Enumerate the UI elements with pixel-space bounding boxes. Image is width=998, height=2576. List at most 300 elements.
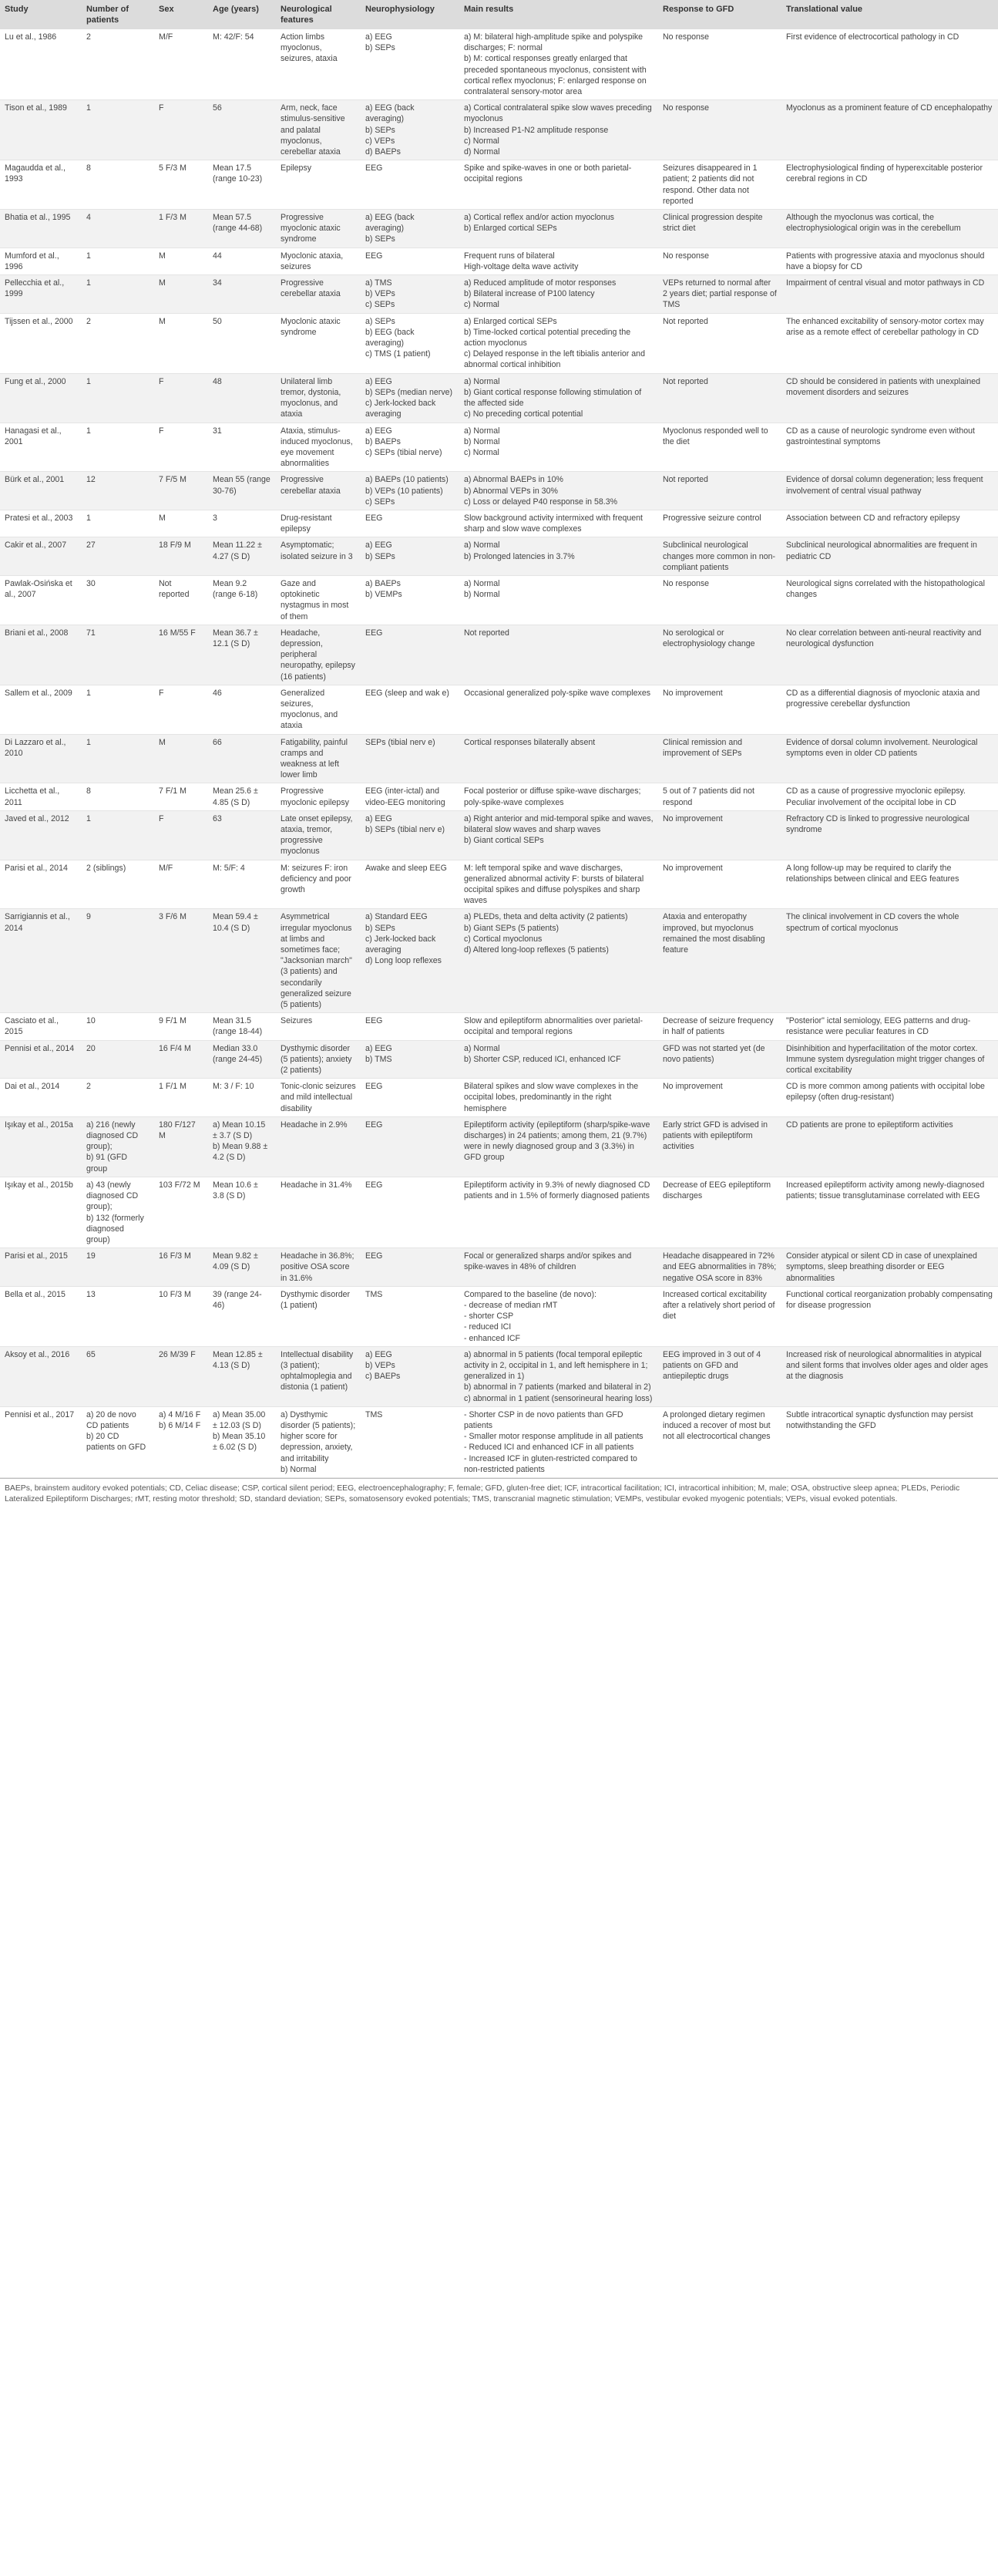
cell-gfd-line: No response	[663, 251, 710, 261]
cell-results-line: b) Bilateral increase of P100 latency	[464, 289, 595, 299]
cell-neurophysiology-line: EEG	[365, 628, 383, 638]
cell-features	[276, 575, 361, 625]
cell-results-line: - Shorter CSP in de novo patients than GFD patients	[464, 1409, 623, 1430]
cell-results-line: a) Normal	[464, 1043, 500, 1053]
cell-neurophysiology-line: SEPs (tibial nerv e)	[365, 737, 435, 747]
cell-results	[459, 537, 658, 576]
cell-results-line: - Smaller motor response amplitude in all patients	[464, 1432, 643, 1442]
cell-neurophysiology	[361, 575, 459, 625]
cell-translational-line: Subclinical neurological abnormalities are frequent in pediatric CD	[786, 540, 977, 561]
cell-number-line: 9	[86, 912, 91, 922]
cell-neurophysiology	[361, 210, 459, 248]
cell-neurophysiology	[361, 1040, 459, 1079]
cell-neurophysiology-line: b) SEPs	[365, 43, 395, 53]
cell-neurophysiology-line: c) TMS (1 patient)	[365, 349, 431, 359]
cell-gfd	[658, 1116, 781, 1177]
cell-neurophysiology-line: a) TMS	[365, 278, 392, 288]
cell-neurophysiology-line: b) VEPs	[365, 289, 395, 299]
cell-features-line: b) Normal	[281, 1464, 317, 1474]
cell-features-line: Progressive myoclonic epilepsy	[281, 786, 349, 807]
cell-number	[82, 685, 154, 734]
cell-neurophysiology-line: b) EEG (back averaging)	[365, 327, 415, 349]
cell-features-line: Dysthymic disorder (1 patient)	[281, 1289, 351, 1310]
cell-gfd-line: Seizures disappeared in 1 patient; 2 patients did not respond. Other data not reported	[663, 163, 758, 206]
cell-number-line: 2	[86, 1082, 91, 1092]
cell-results-line: a) Right anterior and mid-temporal spike and waves, bilateral slow waves and sharp waves	[464, 813, 654, 834]
cell-number	[82, 1116, 154, 1177]
cell-results-line: Focal posterior or diffuse spike-wave discharges; poly-spike-wave complexes	[464, 786, 641, 807]
cell-results-line: c) Delayed response in the left tibialis anterior and abnormal cortical inhibition	[464, 349, 645, 370]
cell-features-line: M: seizures F: iron deficiency and poor growth	[281, 863, 351, 895]
cell-age	[208, 1248, 276, 1287]
cell-results-line: a) Normal	[464, 426, 500, 436]
cell-results	[459, 100, 658, 160]
cell-sex	[154, 275, 208, 314]
cell-neurophysiology-line: b) SEPs (tibial nerv e)	[365, 825, 445, 834]
table-row	[0, 1406, 998, 1477]
cell-results	[459, 1013, 658, 1040]
cell-neurophysiology	[361, 1116, 459, 1177]
table-row	[0, 685, 998, 734]
cell-gfd	[658, 100, 781, 160]
cell-neurophysiology	[361, 685, 459, 734]
cell-results-line: - shorter CSP	[464, 1312, 514, 1322]
cell-gfd	[658, 1079, 781, 1117]
cell-age	[208, 537, 276, 576]
cell-neurophysiology-line: a) EEG	[365, 426, 392, 436]
cell-age	[208, 909, 276, 1013]
cell-neurophysiology-line: a) Standard EEG	[365, 912, 428, 922]
cell-results	[459, 373, 658, 423]
cell-neurophysiology	[361, 909, 459, 1013]
cell-features	[276, 1248, 361, 1287]
cell-sex-line: 26 M/39 F	[159, 1349, 196, 1359]
cell-neurophysiology-line: a) EEG	[365, 540, 392, 551]
cell-neurophysiology-line: EEG	[365, 1082, 383, 1092]
cell-neurophysiology	[361, 160, 459, 210]
cell-number	[82, 1346, 154, 1406]
cell-neurophysiology	[361, 29, 459, 100]
cell-results-line: Epileptiform activity (epileptiform (sharp/spike-wave discharges) in 24 patients; among them, 21 (9.7%) were in newly diagnosed group and 3 (3.3%) in GFD group	[464, 1120, 650, 1163]
cell-results-line: a) Abnormal BAEPs in 10%	[464, 475, 563, 485]
cell-age	[208, 1346, 276, 1406]
cell-number	[82, 423, 154, 472]
cell-results	[459, 160, 658, 210]
cell-neurophysiology-line: a) EEG	[365, 1349, 392, 1359]
cell-features	[276, 1177, 361, 1248]
cell-translational	[781, 100, 998, 160]
cell-sex	[154, 1116, 208, 1177]
table-row	[0, 275, 998, 314]
cell-translational	[781, 29, 998, 100]
cell-features	[276, 625, 361, 685]
col-header-age: Age (years)	[208, 0, 276, 29]
cell-translational	[781, 860, 998, 909]
cell-number	[82, 100, 154, 160]
cell-age	[208, 313, 276, 373]
cell-number-line: 1	[86, 688, 91, 698]
cell-features	[276, 1079, 361, 1117]
cell-translational	[781, 537, 998, 576]
cell-translational	[781, 1177, 998, 1248]
cell-sex	[154, 810, 208, 860]
cell-gfd-line: No response	[663, 578, 710, 588]
cell-features-line: Tonic-clonic seizures and mild intellectual disability	[281, 1082, 356, 1113]
cell-gfd	[658, 472, 781, 510]
cell-gfd	[658, 810, 781, 860]
cell-neurophysiology-line: c) SEPs	[365, 300, 395, 310]
cell-sex-line: b) 6 M/14 F	[159, 1420, 201, 1430]
cell-gfd	[658, 783, 781, 810]
cell-sex-line: M	[159, 737, 166, 747]
table-row	[0, 1040, 998, 1079]
cell-age	[208, 575, 276, 625]
cell-sex	[154, 313, 208, 373]
cell-age-line: M: 3 / F: 10	[213, 1082, 254, 1092]
cell-age-line: 50	[213, 316, 222, 326]
cell-neurophysiology-line: EEG	[365, 163, 383, 173]
cell-gfd	[658, 313, 781, 373]
cell-translational	[781, 685, 998, 734]
cell-results-line: a) Reduced amplitude of motor responses	[464, 278, 617, 288]
cell-neurophysiology	[361, 1406, 459, 1477]
cell-age	[208, 510, 276, 537]
cell-results	[459, 909, 658, 1013]
cell-results-line: Occasional generalized poly-spike wave complexes	[464, 688, 651, 698]
cell-features-line: Intellectual disability (3 patient); ophtalmoplegia and distonia (1 patient)	[281, 1349, 354, 1392]
cell-sex-line: 10 F/3 M	[159, 1289, 191, 1299]
cell-age-line: 3	[213, 513, 217, 523]
cell-results-line: b) Increased P1-N2 amplitude response	[464, 125, 609, 135]
cell-study: Pennisi et al., 2014	[0, 1040, 82, 1079]
col-header-neurophysiology: Neurophysiology	[361, 0, 459, 29]
cell-neurophysiology-line: a) EEG	[365, 813, 392, 823]
cell-sex-line: F	[159, 426, 164, 436]
cell-neurophysiology-line: b) SEPs	[365, 551, 395, 561]
cell-results-line: Slow background activity intermixed with frequent sharp and slow wave complexes	[464, 513, 643, 534]
cell-gfd-line: No improvement	[663, 813, 723, 823]
cell-gfd-line: No serological or electrophysiology change	[663, 628, 755, 648]
cell-study: Hanagasi et al., 2001	[0, 423, 82, 472]
cell-age-line: b) Mean 35.10 ± 6.02 (S D)	[213, 1432, 266, 1453]
cell-study: Bella et al., 2015	[0, 1286, 82, 1346]
table-row	[0, 537, 998, 576]
cell-features	[276, 909, 361, 1013]
cell-number-line: b) 132 (formerly diagnosed group)	[86, 1213, 144, 1244]
cell-neurophysiology-line: b) SEPs	[365, 923, 395, 933]
cell-results-line: b) M: cortical responses greatly enlarged that preceded spontaneous myoclonus, consistent with cortical reflex myoclonus; F: enlarged response on contralateral sensory-motor area	[464, 54, 647, 97]
cell-results-line: c) Normal	[464, 136, 499, 146]
cell-translational	[781, 1013, 998, 1040]
table-row	[0, 1079, 998, 1117]
cell-gfd-line: Ataxia and enteropathy improved, but myoclonus remained the most disabling feature	[663, 912, 765, 955]
cell-study: Dai et al., 2014	[0, 1079, 82, 1117]
cell-features	[276, 810, 361, 860]
cell-age	[208, 625, 276, 685]
cell-number	[82, 510, 154, 537]
cell-sex	[154, 472, 208, 510]
cell-results	[459, 423, 658, 472]
cell-study: Işıkay et al., 2015b	[0, 1177, 82, 1248]
cell-features-line: Epilepsy	[281, 163, 312, 173]
cell-age	[208, 1177, 276, 1248]
cell-age-line: 31	[213, 426, 222, 436]
cell-sex	[154, 100, 208, 160]
cell-features	[276, 373, 361, 423]
cell-age-line: M: 42/F: 54	[213, 32, 254, 42]
cell-gfd-line: Early strict GFD is advised in patients with epileptiform activities	[663, 1120, 768, 1152]
cell-features	[276, 247, 361, 274]
cell-gfd-line: Decrease of EEG epileptiform discharges	[663, 1180, 771, 1201]
cell-study: Parisi et al., 2014	[0, 860, 82, 909]
cell-results-line: a) Enlarged cortical SEPs	[464, 316, 557, 326]
cell-age-line: a) Mean 35.00 ± 12.03 (S D)	[213, 1409, 266, 1430]
cell-gfd	[658, 1248, 781, 1287]
cell-age-line: Mean 31.5 (range 18-44)	[213, 1016, 263, 1037]
table-row	[0, 423, 998, 472]
cell-gfd-line: Increased cortical excitability after a relatively short period of diet	[663, 1289, 775, 1322]
cell-results	[459, 275, 658, 314]
col-header-number: Number of patients	[82, 0, 154, 29]
cell-neurophysiology-line: EEG	[365, 1016, 383, 1026]
cell-age-line: Mean 55 (range 30-76)	[213, 475, 271, 496]
cell-age	[208, 1013, 276, 1040]
col-header-features: Neurological features	[276, 0, 361, 29]
cell-study: Pratesi et al., 2003	[0, 510, 82, 537]
cell-results	[459, 510, 658, 537]
cell-features	[276, 685, 361, 734]
cell-number	[82, 313, 154, 373]
cell-study: Işıkay et al., 2015a	[0, 1116, 82, 1177]
cell-gfd	[658, 537, 781, 576]
cell-results-line: a) PLEDs, theta and delta activity (2 patients)	[464, 912, 628, 922]
cell-sex	[154, 423, 208, 472]
cell-features-line: Headache in 36.8%; positive OSA score in 31.6%	[281, 1251, 355, 1283]
cell-number	[82, 210, 154, 248]
cell-neurophysiology-line: a) BAEPs	[365, 578, 401, 588]
table-row	[0, 373, 998, 423]
cell-sex-line: 7 F/5 M	[159, 475, 186, 485]
cell-translational-line: No clear correlation between anti-neural reactivity and neurological dysfunction	[786, 628, 982, 648]
cell-features-line: Action limbs myoclonus, seizures, ataxia	[281, 32, 338, 64]
cell-results-line: c) No preceding cortical potential	[464, 409, 583, 419]
table-row	[0, 210, 998, 248]
cell-study: Parisi et al., 2015	[0, 1248, 82, 1287]
cell-number-line: 20	[86, 1043, 96, 1053]
cell-results	[459, 1079, 658, 1117]
cell-sex-line: M/F	[159, 863, 173, 873]
cell-results-line: Slow and epileptiform abnormalities over parietal-occipital and temporal regions	[464, 1016, 643, 1037]
cell-age-line: Mean 25.6 ± 4.85 (S D)	[213, 786, 258, 807]
cell-sex-line: 103 F/72 M	[159, 1180, 200, 1190]
cell-neurophysiology	[361, 734, 459, 783]
cell-study: Pawlak-Osińska et al., 2007	[0, 575, 82, 625]
cell-results-line: - Reduced ICI and enhanced ICF in all patients	[464, 1443, 634, 1453]
cell-translational	[781, 275, 998, 314]
cell-study: Sallem et al., 2009	[0, 685, 82, 734]
cell-results-line: a) abnormal in 5 patients (focal temporal epileptic activity in 2, occipital in 1, and left hemisphere in 1; generalized in 1)	[464, 1349, 648, 1382]
cell-number	[82, 625, 154, 685]
cell-gfd	[658, 1286, 781, 1346]
cell-results-line: M: left temporal spike and wave discharges, generalized abnormal activity F: bursts of bilateral occipital spikes and diffuse polyspikes and sharp waves	[464, 863, 644, 906]
table-row	[0, 29, 998, 100]
cell-neurophysiology-line: b) SEPs (median nerve)	[365, 387, 453, 397]
cell-translational-line: A long follow-up may be required to clarify the relationships between clinical and EEG features	[786, 863, 959, 884]
cell-age-line: 44	[213, 251, 222, 261]
cell-features	[276, 472, 361, 510]
cell-results	[459, 1177, 658, 1248]
cell-translational-line: Increased risk of neurological abnormalities in atypical and silent forms that involves older ages and older ages at the diagnosis	[786, 1349, 989, 1382]
cell-translational	[781, 313, 998, 373]
cell-study: Tijssen et al., 2000	[0, 313, 82, 373]
cell-gfd-line: VEPs returned to normal after 2 years diet; partial response of TMS	[663, 278, 777, 310]
cell-gfd-line: Decrease of seizure frequency in half of patients	[663, 1016, 774, 1037]
table-row	[0, 860, 998, 909]
cell-gfd	[658, 1040, 781, 1079]
cell-translational-line: Although the myoclonus was cortical, the electrophysiological origin was in the cerebellum	[786, 213, 961, 234]
cell-gfd	[658, 510, 781, 537]
cell-age	[208, 1406, 276, 1477]
cell-gfd-line: Clinical remission and improvement of SEPs	[663, 737, 743, 758]
cell-neurophysiology-line: b) SEPs	[365, 234, 395, 244]
cell-translational	[781, 625, 998, 685]
cell-number-line: 30	[86, 578, 96, 588]
cell-gfd	[658, 1177, 781, 1248]
cell-results	[459, 810, 658, 860]
cell-age-line: Mean 9.82 ± 4.09 (S D)	[213, 1251, 258, 1272]
cell-results-line: b) Normal	[464, 436, 500, 446]
cell-results-line: - enhanced ICF	[464, 1333, 521, 1343]
cell-number-line: 2	[86, 32, 91, 42]
cell-gfd-line: Headache disappeared in 72% and EEG abnormalities in 78%; negative OSA score in 83%	[663, 1251, 777, 1283]
cell-translational	[781, 1116, 998, 1177]
cell-sex-line: F	[159, 103, 164, 113]
table-row	[0, 1346, 998, 1406]
cell-sex-line: 3 F/6 M	[159, 912, 186, 922]
cell-number	[82, 1013, 154, 1040]
table-row	[0, 472, 998, 510]
cell-number-line: 8	[86, 786, 91, 796]
cell-results-line: b) Enlarged cortical SEPs	[464, 224, 557, 234]
cell-study: Bürk et al., 2001	[0, 472, 82, 510]
cell-neurophysiology	[361, 472, 459, 510]
cell-neurophysiology-line: d) Long loop reflexes	[365, 956, 442, 966]
cell-features	[276, 537, 361, 576]
cell-age-line: 56	[213, 103, 222, 113]
cell-study: Bhatia et al., 1995	[0, 210, 82, 248]
cell-sex-line: Not reported	[159, 578, 190, 600]
cell-gfd	[658, 1346, 781, 1406]
cell-study: Javed et al., 2012	[0, 810, 82, 860]
cell-features-line: Dysthymic disorder (5 patients); anxiety (2 patients)	[281, 1043, 352, 1076]
cell-results-line: a) M: bilateral high-amplitude spike and polyspike discharges; F: normal	[464, 32, 643, 53]
cell-age-line: Mean 17.5 (range 10-23)	[213, 163, 263, 184]
cell-translational-line: The enhanced excitability of sensory-motor cortex may arise as a remote effect of cerebellar pathology in CD	[786, 316, 984, 337]
cell-neurophysiology	[361, 783, 459, 810]
col-header-results: Main results	[459, 0, 658, 29]
cell-sex	[154, 575, 208, 625]
cell-features-line: Headache in 31.4%	[281, 1180, 352, 1190]
cell-age-line: 34	[213, 278, 222, 288]
cell-neurophysiology	[361, 810, 459, 860]
cell-results-line: b) Abnormal VEPs in 30%	[464, 486, 558, 496]
cell-features-line: Drug-resistant epilepsy	[281, 513, 332, 534]
cell-study: Cakir et al., 2007	[0, 537, 82, 576]
cell-features-line: Ataxia, stimulus-induced myoclonus, eye movement abnormalities	[281, 426, 353, 469]
cell-age-line: Median 33.0 (range 24-45)	[213, 1043, 263, 1064]
table-row	[0, 909, 998, 1013]
cell-gfd	[658, 423, 781, 472]
cell-number-line: 1	[86, 813, 91, 823]
cell-number-line: b) 20 CD patients on GFD	[86, 1432, 146, 1453]
cell-translational-line: Subtle intracortical synaptic dysfunction may persist notwithstanding the GFD	[786, 1409, 973, 1430]
cell-features-line: Progressive myoclonic ataxic syndrome	[281, 213, 341, 244]
cell-neurophysiology-line: c) Jerk-locked back averaging	[365, 934, 436, 955]
cell-results	[459, 29, 658, 100]
cell-results-line: Focal or generalized sharps and/or spikes and spike-waves in 48% of children	[464, 1251, 632, 1272]
cell-results-line: c) abnormal in 1 patient (sensorineural hearing loss)	[464, 1393, 653, 1403]
cell-translational	[781, 1248, 998, 1287]
cell-results-line: Not reported	[464, 628, 509, 638]
cell-age-line: Mean 12.85 ± 4.13 (S D)	[213, 1349, 263, 1370]
cell-study: Tison et al., 1989	[0, 100, 82, 160]
cell-number-line: 1	[86, 513, 91, 523]
cell-neurophysiology-line: EEG (inter-ictal) and video-EEG monitoring	[365, 786, 445, 807]
table-row	[0, 160, 998, 210]
cell-results-line: b) Giant cortical SEPs	[464, 836, 544, 846]
cell-results-line: b) Giant SEPs (5 patients)	[464, 923, 559, 933]
table-row	[0, 1116, 998, 1177]
cell-results-line: Epileptiform activity in 9.3% of newly diagnosed CD patients and in 1.5% of formerly diagnosed patients	[464, 1180, 650, 1201]
cell-features	[276, 29, 361, 100]
cell-sex-line: a) 4 M/16 F	[159, 1409, 201, 1419]
cell-neurophysiology-line: c) SEPs (tibial nerve)	[365, 447, 442, 457]
cell-translational-line: Electrophysiological finding of hyperexcitable posterior cerebral regions in CD	[786, 163, 983, 184]
cell-age	[208, 29, 276, 100]
cell-age	[208, 100, 276, 160]
cell-features-line: Asymptomatic; isolated seizure in 3	[281, 540, 353, 561]
cell-translational	[781, 783, 998, 810]
cell-translational	[781, 1286, 998, 1346]
cell-number-line: a) 43 (newly diagnosed CD group);	[86, 1180, 139, 1212]
cell-neurophysiology	[361, 537, 459, 576]
cell-neurophysiology-line: b) VEPs (10 patients)	[365, 486, 443, 496]
table-row	[0, 313, 998, 373]
cell-features-line: Generalized seizures, myoclonus, and ataxia	[281, 688, 338, 731]
cell-neurophysiology	[361, 860, 459, 909]
cell-translational-line: Increased epileptiform activity among newly-diagnosed patients; tissue transglutaminase correlated with EEG	[786, 1180, 985, 1201]
cell-number	[82, 1248, 154, 1287]
cell-results-line: Bilateral spikes and slow wave complexes in the occipital lobes, predominantly in the right hemisphere	[464, 1082, 639, 1113]
cell-features	[276, 210, 361, 248]
cell-results	[459, 575, 658, 625]
cell-number-line: 27	[86, 540, 96, 551]
cell-neurophysiology-line: a) EEG	[365, 1043, 392, 1053]
table-row	[0, 1177, 998, 1248]
cell-neurophysiology	[361, 1177, 459, 1248]
cell-neurophysiology-line: b) VEPs	[365, 1360, 395, 1370]
col-header-gfd: Response to GFD	[658, 0, 781, 29]
cell-sex	[154, 510, 208, 537]
cell-results-line: a) Normal	[464, 578, 500, 588]
cell-neurophysiology-line: b) BAEPs	[365, 436, 401, 446]
cell-study: Lu et al., 1986	[0, 29, 82, 100]
cell-study: Casciato et al., 2015	[0, 1013, 82, 1040]
cell-sex	[154, 1346, 208, 1406]
cell-number-line: 1	[86, 737, 91, 747]
cell-number	[82, 1406, 154, 1477]
cell-translational	[781, 1346, 998, 1406]
